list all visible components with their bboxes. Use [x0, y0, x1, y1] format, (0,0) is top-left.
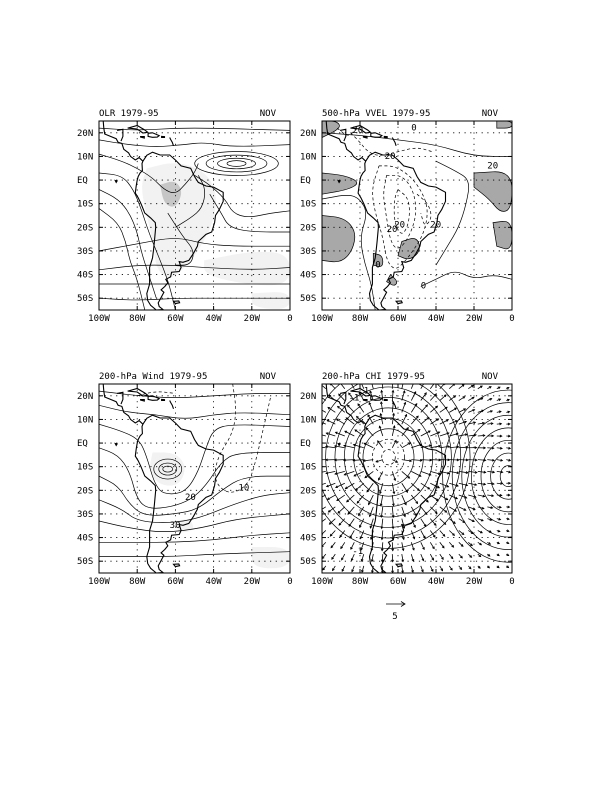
lon-tick-label: 80W [351, 314, 369, 324]
lon-tick-label: 60W [167, 314, 184, 324]
contour-label: 20 [352, 125, 364, 136]
vector-head [319, 509, 321, 511]
gridlines [322, 384, 512, 573]
lat-tick-label: 10N [77, 415, 94, 426]
gridlines [322, 121, 512, 310]
wind-vector [327, 495, 335, 499]
wind-vector [330, 530, 335, 536]
lat-tick-label: 50S [77, 557, 94, 568]
vector-key-label: 5 [392, 612, 398, 622]
contour-label: 0 [411, 123, 417, 134]
wind-vector [369, 403, 373, 413]
coast-segment [117, 129, 123, 141]
coast-segment [384, 399, 387, 400]
lat-tick-label: 50S [300, 557, 317, 568]
lon-tick-label: 20W [243, 577, 260, 587]
wind-vector [357, 495, 364, 503]
contour-label: 20 [394, 220, 406, 231]
lat-tick-label: 10S [77, 462, 94, 473]
wind-vector [449, 530, 454, 535]
chi-contour [363, 429, 414, 486]
panel-vvel-field [322, 121, 512, 310]
coast-segment [396, 301, 402, 304]
coast-segment [338, 444, 340, 446]
lat-tick-label: 20S [77, 223, 94, 234]
vvel-contour [436, 161, 469, 265]
contour-label: 1 [363, 386, 370, 397]
coast-segment [141, 137, 145, 138]
wind-vector [411, 404, 416, 413]
wind-vector [421, 530, 425, 538]
wind-vector [411, 471, 421, 476]
coast-segment [135, 415, 223, 573]
contour-label: 20 [386, 225, 398, 236]
chi-contour [372, 439, 404, 475]
wind-vector [348, 405, 355, 412]
wind-vector [344, 460, 355, 461]
wind-contour [99, 424, 290, 494]
lat-tick-label: 40S [300, 270, 317, 281]
coast-segment [174, 564, 180, 567]
wind-contour [99, 405, 290, 418]
panel-wind-field [99, 384, 290, 573]
chi-contour [382, 450, 396, 465]
wind-vector [370, 507, 374, 517]
shaded-region [322, 216, 355, 262]
olr-contour [206, 155, 267, 172]
lat-tick-label: 10S [77, 199, 94, 210]
wind-vector [421, 431, 430, 436]
lat-tick-label: 40S [300, 533, 317, 544]
vvel-contour [421, 272, 512, 286]
vector-head [317, 433, 319, 435]
wind-vector [430, 530, 435, 537]
wind-vector [348, 507, 354, 514]
shaded-region [398, 239, 419, 259]
coast-segment [363, 137, 367, 138]
lat-tick-label: 40S [77, 533, 94, 544]
lon-tick-label: 20W [243, 314, 260, 324]
vector-head [318, 484, 320, 486]
lat-tick-label: 20N [77, 128, 94, 139]
panel-title: 200-hPa CHI 1979-95 [322, 372, 425, 382]
olr-contour [210, 194, 290, 232]
vvel-contour [384, 175, 416, 248]
lon-tick-label: 40W [427, 314, 445, 324]
wind-vector [411, 483, 419, 490]
lat-tick-label: 30S [300, 246, 317, 257]
wind-vector [449, 519, 455, 524]
wind-vector [421, 418, 429, 425]
coast-segment [396, 564, 402, 567]
vvel-contour [417, 194, 431, 224]
wind-vector [440, 530, 445, 536]
wind-vector [358, 404, 364, 412]
panel-olr-field [99, 121, 290, 310]
wind-vector [421, 471, 431, 475]
contour-label: -1 [352, 547, 364, 558]
lon-tick-label: 80W [129, 577, 146, 587]
lon-tick-label: 40W [205, 577, 222, 587]
coast-segment [115, 444, 117, 446]
contour-label: 0 [420, 281, 427, 292]
lon-tick-label: 60W [167, 577, 184, 587]
lon-tick-label: 40W [427, 577, 445, 587]
shaded-region [252, 292, 290, 309]
panel-frame [322, 121, 512, 310]
lat-tick-label: 30S [77, 246, 94, 257]
lat-tick-label: 50S [77, 294, 94, 305]
lon-tick-label: 0 [509, 314, 515, 324]
lat-tick-label: 10N [77, 152, 94, 163]
lon-tick-label: 0 [287, 577, 293, 587]
panel-month: NOV [259, 372, 276, 382]
wind-vector [440, 542, 444, 548]
wind-vector [337, 495, 345, 500]
panel-month: NOV [481, 372, 498, 382]
panel-chi [300, 366, 574, 587]
wind-vector [440, 407, 447, 412]
lon-tick-label: 0 [509, 577, 515, 587]
olr-contour [99, 140, 290, 147]
coast-segment [148, 133, 159, 138]
wind-vector [380, 426, 383, 436]
chi-contour [443, 390, 574, 562]
wind-vector [338, 406, 345, 412]
panel-olr [77, 109, 293, 324]
lat-tick-label: 20S [77, 486, 94, 497]
panel-chi-field [307, 366, 574, 573]
shaded-region [497, 121, 512, 128]
wind-vector [320, 396, 326, 401]
coast-segment [162, 136, 165, 137]
lat-tick-label: 40S [77, 270, 94, 281]
panel-month: NOV [481, 109, 498, 119]
lon-tick-label: 40W [205, 314, 222, 324]
panel-frame [322, 384, 512, 573]
wind-vector [449, 507, 456, 511]
lon-tick-label: 0 [287, 314, 293, 324]
coast-segment [162, 399, 165, 400]
lat-tick-label: 10N [300, 152, 317, 163]
wind-vector [440, 519, 446, 525]
shaded-region [322, 173, 357, 194]
coast-segment [392, 138, 396, 146]
lat-tick-label: EQ [77, 176, 88, 187]
lon-tick-label: 100W [311, 577, 333, 587]
panel-frame [99, 384, 290, 573]
panel-month: NOV [259, 109, 276, 119]
shaded-region [252, 547, 290, 568]
coastline [326, 121, 445, 310]
shaded-region [387, 275, 397, 286]
wind-vector [402, 443, 411, 448]
olr-contour [227, 161, 246, 167]
wind-vector [421, 405, 428, 412]
olr-contour [218, 158, 256, 169]
wind-vector [320, 384, 325, 389]
wind-vector [449, 495, 457, 499]
wind-vector [345, 483, 354, 488]
lat-tick-label: 30S [77, 509, 94, 520]
contour-label: -1 [348, 393, 360, 404]
wind-vector [336, 419, 344, 424]
lat-tick-label: 20N [77, 391, 94, 402]
lon-tick-label: 80W [351, 577, 369, 587]
panel-title: OLR 1979-95 [99, 109, 159, 119]
lat-tick-label: 10N [300, 415, 317, 426]
vector-head [317, 446, 319, 448]
contour-label: 20 [487, 161, 499, 172]
wind-vector [345, 431, 354, 436]
coast-segment [128, 126, 148, 134]
contour-label: 10 [238, 483, 250, 494]
lat-tick-label: EQ [300, 439, 311, 450]
coastline [326, 384, 445, 573]
lat-tick-label: 20S [300, 486, 317, 497]
vector-head [318, 421, 320, 423]
wind-vector [421, 519, 426, 527]
olr-contour [99, 208, 145, 310]
contour-label: 20 [384, 151, 396, 162]
coast-segment [358, 415, 445, 573]
coast-segment [338, 181, 340, 183]
coast-segment [358, 152, 445, 310]
lon-tick-label: 100W [88, 314, 110, 324]
wind-vector [338, 507, 345, 513]
coast-segment [148, 396, 159, 401]
wind-vector [317, 447, 326, 448]
vector-head [319, 408, 321, 410]
lon-tick-label: 100W [311, 314, 333, 324]
wind-vector [378, 441, 383, 448]
lon-tick-label: 100W [88, 577, 110, 587]
coast-segment [170, 138, 174, 146]
wind-vector [421, 393, 426, 401]
wind-vector [317, 471, 326, 473]
lat-tick-label: 20S [300, 223, 317, 234]
lon-tick-label: 60W [389, 314, 407, 324]
vector-head [320, 396, 322, 398]
wind-vector [350, 530, 354, 537]
shaded-region [150, 453, 184, 486]
lon-tick-label: 20W [465, 314, 483, 324]
wind-vector [320, 519, 326, 524]
lat-tick-label: EQ [77, 439, 88, 450]
vector-key [386, 602, 405, 623]
panel-vvel [300, 109, 515, 324]
lat-tick-label: 10S [300, 199, 317, 210]
wind-vector [430, 394, 436, 401]
gridlines [99, 384, 290, 573]
coast-segment [170, 401, 174, 409]
wind-vector [449, 408, 456, 412]
wind-vector [430, 382, 435, 389]
shaded-region [474, 172, 512, 212]
wind-vector [440, 507, 447, 512]
wind-contour [99, 514, 290, 532]
wind-vector [411, 430, 420, 436]
lon-tick-label: 20W [465, 577, 483, 587]
coast-segment [384, 136, 387, 137]
wind-vector [421, 483, 430, 489]
shaded-region [493, 221, 512, 249]
wind-vector [354, 471, 364, 475]
vector-head [317, 472, 319, 474]
vector-head [318, 497, 320, 499]
vector-head [317, 459, 319, 461]
lon-tick-label: 60W [389, 577, 407, 587]
coast-segment [340, 129, 346, 141]
panel-title: 500-hPa VVEL 1979-95 [322, 109, 431, 119]
wind-vector [349, 519, 354, 526]
lat-tick-label: EQ [300, 176, 311, 187]
wind-vector [430, 542, 434, 548]
panel-title: 200-hPa Wind 1979-95 [99, 372, 208, 382]
wind-vector [440, 495, 448, 500]
lat-tick-label: 20N [300, 391, 317, 402]
wind-vector [440, 395, 446, 401]
wind-vector [366, 428, 373, 436]
wind-vector [335, 432, 344, 436]
lat-tick-label: 30S [300, 509, 317, 520]
coast-segment [174, 301, 180, 304]
contour-label: 0 [375, 260, 381, 271]
coast-segment [363, 400, 367, 401]
lat-tick-label: 10S [300, 462, 317, 473]
wind-vector [449, 542, 453, 547]
wind-vector [449, 396, 455, 401]
wind-vector [339, 519, 345, 525]
lat-tick-label: 50S [300, 294, 317, 305]
wind-vector [421, 507, 427, 515]
lon-tick-label: 80W [129, 314, 146, 324]
chi-contour [481, 440, 535, 511]
contour-label: 20 [184, 492, 196, 503]
coast-segment [371, 133, 382, 138]
wind-vector [340, 382, 345, 389]
wind-vector [402, 483, 408, 492]
contour-label: 20 [430, 220, 442, 231]
coast-segment [141, 400, 145, 401]
lat-tick-label: 20N [300, 128, 317, 139]
contour-label: 30 [169, 521, 181, 532]
wind-vector [331, 542, 335, 547]
chi-contour [471, 428, 545, 525]
wind-contour [99, 391, 290, 398]
coast-segment [115, 181, 117, 183]
wind-vector [449, 384, 454, 389]
panel-wind [77, 372, 293, 587]
